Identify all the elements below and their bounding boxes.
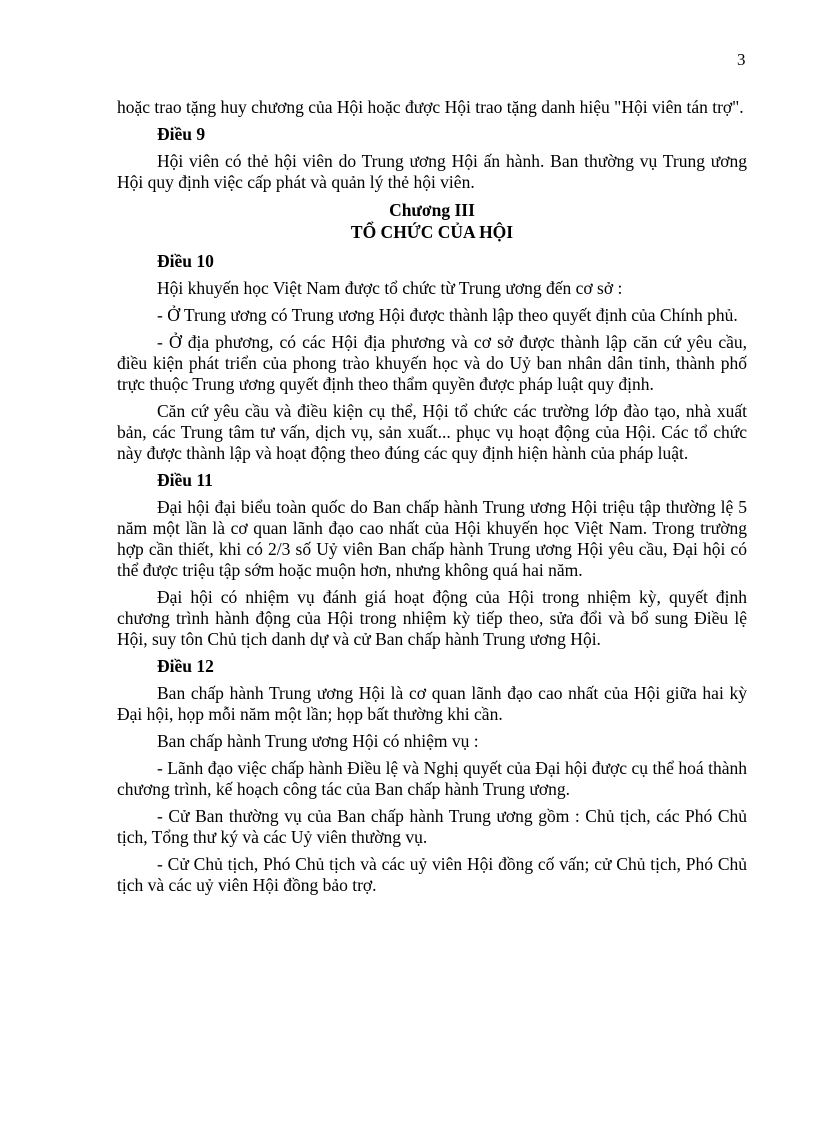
article-12-paragraph-5: - Cử Chủ tịch, Phó Chủ tịch và các uỷ viên Hội đồng cố vấn; cử Chủ tịch, Phó Chủ tịch và các uỷ viên Hội đồng bảo trợ. <box>117 854 747 895</box>
page-number: 3 <box>737 50 746 69</box>
article-10-paragraph-4: Căn cứ yêu cầu và điều kiện cụ thể, Hội tổ chức các trường lớp đào tạo, nhà xuất bản, các Trung tâm tư vấn, dịch vụ, sản xuất... phục vụ hoạt động của Hội. Các tổ chức này được thành lập và hoạt động theo đúng các quy định hiện hành của pháp luật. <box>117 401 747 463</box>
article-12-paragraph-1: Ban chấp hành Trung ương Hội là cơ quan lãnh đạo cao nhất của Hội giữa hai kỳ Đại hội, họp mỗi năm một lần; họp bất thường khi cần. <box>117 683 747 724</box>
article-10-paragraph-2: - Ở Trung ương có Trung ương Hội được thành lập theo quyết định của Chính phủ. <box>157 305 738 325</box>
paragraph-continuation: hoặc trao tặng huy chương của Hội hoặc được Hội trao tặng danh hiệu "Hội viên tán trợ". <box>117 97 744 117</box>
chapter-heading <box>117 199 747 243</box>
article-12-paragraph-4: - Cử Ban thường vụ của Ban chấp hành Trung ương gồm : Chủ tịch, các Phó Chủ tịch, Tổng thư ký và các Uỷ viên thường vụ. <box>117 806 747 847</box>
article-11-paragraph-1: Đại hội đại biểu toàn quốc do Ban chấp hành Trung ương Hội triệu tập thường lệ 5 năm một lần là cơ quan lãnh đạo cao nhất của Hội khuyến học Việt Nam. Trong trường hợp cần thiết, khi có 2/3 số Uỷ viên Ban chấp hành Trung ương Hội yêu cầu, Đại hội có thể được triệu tập sớm hoặc muộn hơn, nhưng không quá hai năm. <box>117 497 747 580</box>
document-body <box>117 97 747 902</box>
article-10-paragraph-3: - Ở địa phương, có các Hội địa phương và cơ sở được thành lập căn cứ yêu cầu, điều kiện phát triển của phong trào khuyến học và do Uỷ ban nhân dân tỉnh, thành phố trực thuộc Trung ương quyết định theo thẩm quyền được pháp luật quy định. <box>117 332 747 394</box>
chapter-subtitle: TỔ CHỨC CỦA HỘI <box>350 222 514 242</box>
article-10-paragraph-1: Hội khuyến học Việt Nam được tổ chức từ Trung ương đến cơ sở : <box>157 278 623 298</box>
article-10-heading: Điều 10 <box>157 251 214 271</box>
article-11-paragraph-2: Đại hội có nhiệm vụ đánh giá hoạt động của Hội trong nhiệm kỳ, quyết định chương trình hành động của Hội trong nhiệm kỳ tiếp theo, sửa đổi và bổ sung Điều lệ Hội, suy tôn Chủ tịch danh dự và cử Ban chấp hành Trung ương Hội. <box>117 587 747 649</box>
article-9-heading: Điều 9 <box>157 124 206 144</box>
article-12-paragraph-3: - Lãnh đạo việc chấp hành Điều lệ và Nghị quyết của Đại hội được cụ thể hoá thành chương trình, kế hoạch công tác của Ban chấp hành Trung ương. <box>117 758 747 799</box>
article-12-paragraph-2: Ban chấp hành Trung ương Hội có nhiệm vụ : <box>157 731 479 751</box>
article-12-heading: Điều 12 <box>157 656 214 676</box>
article-11-heading: Điều 11 <box>157 470 213 490</box>
article-9-paragraph: Hội viên có thẻ hội viên do Trung ương Hội ấn hành. Ban thường vụ Trung ương Hội quy định việc cấp phát và quản lý thẻ hội viên. <box>117 151 747 192</box>
chapter-title: Chương III <box>389 200 475 220</box>
